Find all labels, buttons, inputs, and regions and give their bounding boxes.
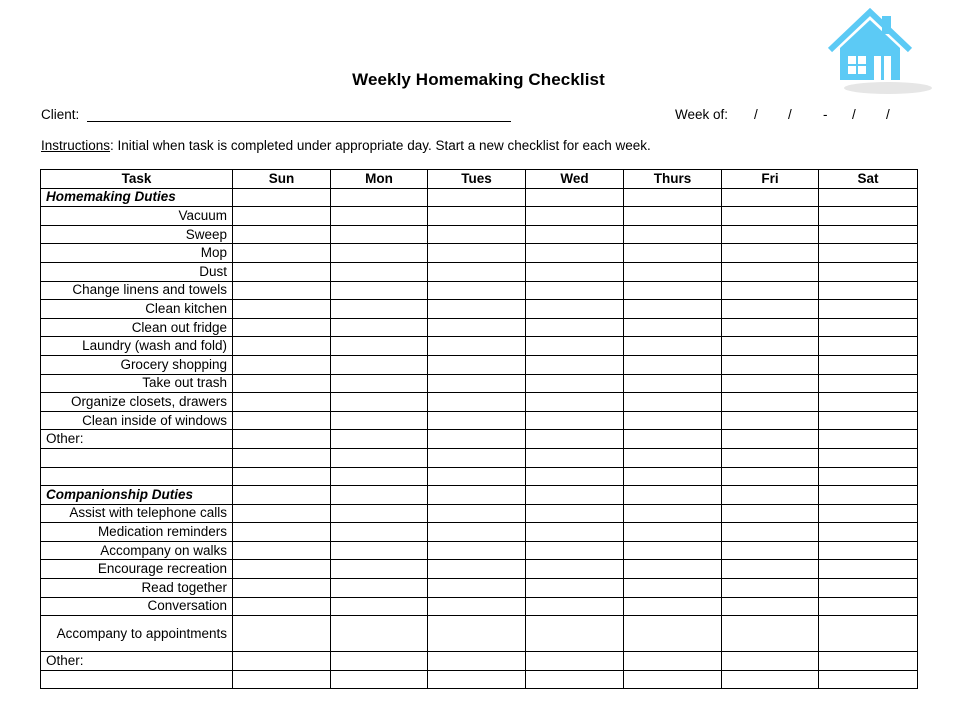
task-label: Accompany on walks (41, 541, 233, 560)
day-cell[interactable] (819, 281, 918, 300)
table-row (41, 467, 918, 486)
day-cell[interactable] (233, 188, 331, 207)
day-cell[interactable] (819, 486, 918, 505)
day-cell[interactable] (819, 652, 918, 671)
day-cell[interactable] (526, 207, 624, 226)
day-cell[interactable] (526, 652, 624, 671)
other-label: Other: (41, 430, 233, 449)
other-label: Other: (41, 652, 233, 671)
day-cell[interactable] (722, 300, 819, 319)
day-cell[interactable] (722, 541, 819, 560)
instructions-text: : Initial when task is completed under appropriate day. Start a new checklist for each week. (110, 138, 651, 153)
day-cell[interactable] (526, 448, 624, 467)
column-header: Sat (819, 170, 918, 189)
day-cell[interactable] (819, 579, 918, 598)
table-row (41, 262, 918, 281)
day-cell[interactable] (526, 244, 624, 263)
day-cell[interactable] (819, 597, 918, 616)
day-cell[interactable] (624, 355, 722, 374)
table-row (41, 318, 918, 337)
day-cell[interactable] (331, 523, 428, 542)
day-cell[interactable] (428, 616, 526, 652)
day-cell[interactable] (624, 244, 722, 263)
day-cell[interactable] (331, 597, 428, 616)
task-label: Clean inside of windows (41, 411, 233, 430)
task-label: Laundry (wash and fold) (41, 337, 233, 356)
day-cell[interactable] (331, 262, 428, 281)
day-cell[interactable] (526, 337, 624, 356)
day-cell[interactable] (233, 281, 331, 300)
table-row (41, 560, 918, 579)
day-cell[interactable] (428, 560, 526, 579)
day-cell[interactable] (233, 560, 331, 579)
day-cell[interactable] (428, 504, 526, 523)
day-cell[interactable] (428, 225, 526, 244)
day-cell[interactable] (428, 244, 526, 263)
table-row (41, 616, 918, 652)
day-cell[interactable] (428, 355, 526, 374)
day-cell[interactable] (526, 560, 624, 579)
day-cell[interactable] (233, 616, 331, 652)
day-cell[interactable] (233, 318, 331, 337)
week-separator: - (823, 107, 828, 122)
day-cell[interactable] (233, 393, 331, 412)
table-row (41, 486, 918, 505)
day-cell[interactable] (526, 504, 624, 523)
column-header: Wed (526, 170, 624, 189)
day-cell[interactable] (624, 670, 722, 689)
day-cell[interactable] (428, 652, 526, 671)
day-cell[interactable] (819, 393, 918, 412)
day-cell[interactable] (819, 430, 918, 449)
week-separator: / (754, 107, 758, 122)
column-header: Thurs (624, 170, 722, 189)
day-cell[interactable] (526, 597, 624, 616)
task-label: Accompany to appointments (41, 616, 233, 652)
day-cell[interactable] (526, 541, 624, 560)
day-cell[interactable] (819, 337, 918, 356)
day-cell[interactable] (526, 318, 624, 337)
day-cell[interactable] (722, 597, 819, 616)
task-label: Grocery shopping (41, 355, 233, 374)
day-cell[interactable] (331, 281, 428, 300)
day-cell[interactable] (233, 448, 331, 467)
day-cell[interactable] (722, 225, 819, 244)
day-cell[interactable] (624, 430, 722, 449)
task-label: Clean kitchen (41, 300, 233, 319)
day-cell[interactable] (526, 300, 624, 319)
day-cell[interactable] (624, 467, 722, 486)
day-cell[interactable] (819, 188, 918, 207)
table-row (41, 300, 918, 319)
day-cell[interactable] (428, 523, 526, 542)
day-cell[interactable] (526, 225, 624, 244)
section-heading: Companionship Duties (41, 486, 233, 505)
task-label: Assist with telephone calls (41, 504, 233, 523)
day-cell[interactable] (428, 448, 526, 467)
day-cell[interactable] (819, 467, 918, 486)
day-cell[interactable] (331, 560, 428, 579)
task-label: Take out trash (41, 374, 233, 393)
day-cell[interactable] (624, 560, 722, 579)
day-cell[interactable] (819, 411, 918, 430)
task-label: Sweep (41, 225, 233, 244)
day-cell[interactable] (819, 207, 918, 226)
day-cell[interactable] (819, 560, 918, 579)
page-title: Weekly Homemaking Checklist (352, 70, 605, 89)
table-row (41, 448, 918, 467)
day-cell[interactable] (331, 225, 428, 244)
day-cell[interactable] (331, 300, 428, 319)
day-cell[interactable] (722, 188, 819, 207)
day-cell[interactable] (428, 541, 526, 560)
day-cell[interactable] (331, 374, 428, 393)
table-row (41, 281, 918, 300)
day-cell[interactable] (722, 281, 819, 300)
day-cell[interactable] (233, 523, 331, 542)
day-cell[interactable] (624, 616, 722, 652)
task-label: Vacuum (41, 207, 233, 226)
day-cell[interactable] (526, 430, 624, 449)
day-cell[interactable] (819, 448, 918, 467)
day-cell[interactable] (526, 616, 624, 652)
table-row (41, 355, 918, 374)
day-cell[interactable] (428, 262, 526, 281)
day-cell[interactable] (233, 541, 331, 560)
day-cell[interactable] (819, 318, 918, 337)
instructions-label: Instructions (41, 138, 111, 153)
day-cell[interactable] (526, 467, 624, 486)
week-of-label: Week of: (675, 107, 729, 122)
day-cell[interactable] (428, 411, 526, 430)
day-cell[interactable] (624, 188, 722, 207)
day-cell[interactable] (819, 374, 918, 393)
day-cell[interactable] (233, 597, 331, 616)
day-cell[interactable] (624, 579, 722, 598)
table-row (41, 579, 918, 598)
task-label: Read together (41, 579, 233, 598)
table-row (41, 597, 918, 616)
day-cell[interactable] (331, 244, 428, 263)
instructions (41, 138, 651, 153)
client-field-line[interactable] (87, 121, 511, 122)
week-separator: / (788, 107, 792, 122)
day-cell[interactable] (624, 318, 722, 337)
task-label: Clean out fridge (41, 318, 233, 337)
table-row (41, 393, 918, 412)
day-cell[interactable] (233, 652, 331, 671)
day-cell[interactable] (526, 188, 624, 207)
day-cell[interactable] (624, 300, 722, 319)
day-cell[interactable] (331, 411, 428, 430)
day-cell[interactable] (722, 579, 819, 598)
day-cell[interactable] (428, 207, 526, 226)
day-cell[interactable] (233, 355, 331, 374)
day-cell[interactable] (819, 523, 918, 542)
day-cell[interactable] (624, 393, 722, 412)
day-cell[interactable] (428, 300, 526, 319)
day-cell[interactable] (233, 300, 331, 319)
day-cell[interactable] (722, 486, 819, 505)
day-cell[interactable] (428, 579, 526, 598)
day-cell[interactable] (722, 355, 819, 374)
day-cell[interactable] (331, 486, 428, 505)
day-cell[interactable] (722, 374, 819, 393)
day-cell[interactable] (233, 411, 331, 430)
day-cell[interactable] (624, 225, 722, 244)
day-cell[interactable] (819, 541, 918, 560)
column-header: Sun (233, 170, 331, 189)
day-cell[interactable] (526, 262, 624, 281)
day-cell[interactable] (624, 281, 722, 300)
day-cell[interactable] (428, 188, 526, 207)
task-label: Organize closets, drawers (41, 393, 233, 412)
week-separator: / (886, 107, 890, 122)
day-cell[interactable] (526, 355, 624, 374)
day-cell[interactable] (233, 225, 331, 244)
day-cell[interactable] (331, 467, 428, 486)
day-cell[interactable] (233, 670, 331, 689)
day-cell[interactable] (722, 448, 819, 467)
day-cell[interactable] (624, 207, 722, 226)
day-cell[interactable] (233, 467, 331, 486)
day-cell[interactable] (526, 523, 624, 542)
day-cell[interactable] (819, 300, 918, 319)
day-cell[interactable] (331, 541, 428, 560)
day-cell[interactable] (233, 337, 331, 356)
day-cell[interactable] (722, 652, 819, 671)
day-cell[interactable] (722, 244, 819, 263)
day-cell[interactable] (233, 374, 331, 393)
table-row (41, 670, 918, 689)
table-row (41, 523, 918, 542)
section-heading: Homemaking Duties (41, 188, 233, 207)
client-label: Client: (41, 107, 80, 122)
day-cell[interactable] (624, 374, 722, 393)
header-row (41, 170, 918, 189)
day-cell[interactable] (233, 430, 331, 449)
day-cell[interactable] (428, 337, 526, 356)
day-cell[interactable] (722, 393, 819, 412)
task-label: Mop (41, 244, 233, 263)
table-row (41, 244, 918, 263)
day-cell[interactable] (624, 337, 722, 356)
day-cell[interactable] (526, 281, 624, 300)
table-row (41, 411, 918, 430)
day-cell[interactable] (233, 262, 331, 281)
table-row (41, 652, 918, 671)
day-cell[interactable] (331, 355, 428, 374)
day-cell[interactable] (526, 579, 624, 598)
day-cell[interactable] (624, 448, 722, 467)
day-cell[interactable] (428, 670, 526, 689)
table-row (41, 374, 918, 393)
table-row (41, 225, 918, 244)
day-cell[interactable] (428, 318, 526, 337)
day-cell[interactable] (624, 597, 722, 616)
day-cell[interactable] (624, 523, 722, 542)
day-cell[interactable] (819, 670, 918, 689)
day-cell[interactable] (819, 616, 918, 652)
day-cell[interactable] (722, 337, 819, 356)
day-cell[interactable] (233, 207, 331, 226)
day-cell[interactable] (428, 374, 526, 393)
table-row (41, 504, 918, 523)
day-cell[interactable] (624, 411, 722, 430)
blank-task (41, 467, 233, 486)
task-label: Conversation (41, 597, 233, 616)
day-cell[interactable] (722, 523, 819, 542)
day-cell[interactable] (526, 393, 624, 412)
day-cell[interactable] (428, 393, 526, 412)
column-header: Tues (428, 170, 526, 189)
day-cell[interactable] (722, 560, 819, 579)
day-cell[interactable] (722, 318, 819, 337)
day-cell[interactable] (331, 670, 428, 689)
task-label: Dust (41, 262, 233, 281)
day-cell[interactable] (331, 337, 428, 356)
day-cell[interactable] (331, 430, 428, 449)
task-label: Change linens and towels (41, 281, 233, 300)
day-cell[interactable] (819, 225, 918, 244)
day-cell[interactable] (526, 670, 624, 689)
week-separator: / (852, 107, 856, 122)
day-cell[interactable] (428, 486, 526, 505)
day-cell[interactable] (428, 467, 526, 486)
day-cell[interactable] (819, 244, 918, 263)
blank-task (41, 448, 233, 467)
table-row (41, 188, 918, 207)
day-cell[interactable] (331, 504, 428, 523)
day-cell[interactable] (722, 616, 819, 652)
day-cell[interactable] (819, 355, 918, 374)
day-cell[interactable] (624, 486, 722, 505)
column-header: Fri (722, 170, 819, 189)
task-label: Medication reminders (41, 523, 233, 542)
day-cell[interactable] (428, 281, 526, 300)
day-cell[interactable] (722, 504, 819, 523)
day-cell[interactable] (722, 430, 819, 449)
day-cell[interactable] (624, 504, 722, 523)
day-cell[interactable] (233, 486, 331, 505)
day-cell[interactable] (722, 670, 819, 689)
day-cell[interactable] (526, 411, 624, 430)
day-cell[interactable] (331, 579, 428, 598)
day-cell[interactable] (331, 616, 428, 652)
task-label: Encourage recreation (41, 560, 233, 579)
column-header: Mon (331, 170, 428, 189)
checklist-table (40, 169, 918, 689)
day-cell[interactable] (233, 579, 331, 598)
day-cell[interactable] (233, 504, 331, 523)
table-row (41, 430, 918, 449)
day-cell[interactable] (233, 244, 331, 263)
table-row (41, 541, 918, 560)
day-cell[interactable] (624, 652, 722, 671)
day-cell[interactable] (331, 652, 428, 671)
day-cell[interactable] (722, 467, 819, 486)
day-cell[interactable] (331, 207, 428, 226)
table-row (41, 207, 918, 226)
day-cell[interactable] (331, 188, 428, 207)
day-cell[interactable] (331, 318, 428, 337)
table-row (41, 337, 918, 356)
day-cell[interactable] (722, 207, 819, 226)
day-cell[interactable] (624, 541, 722, 560)
day-cell[interactable] (331, 393, 428, 412)
day-cell[interactable] (624, 262, 722, 281)
day-cell[interactable] (526, 374, 624, 393)
column-header: Task (41, 170, 233, 189)
day-cell[interactable] (428, 430, 526, 449)
day-cell[interactable] (526, 486, 624, 505)
day-cell[interactable] (722, 411, 819, 430)
day-cell[interactable] (428, 597, 526, 616)
blank-task (41, 670, 233, 689)
day-cell[interactable] (722, 262, 819, 281)
day-cell[interactable] (819, 504, 918, 523)
day-cell[interactable] (331, 448, 428, 467)
day-cell[interactable] (819, 262, 918, 281)
